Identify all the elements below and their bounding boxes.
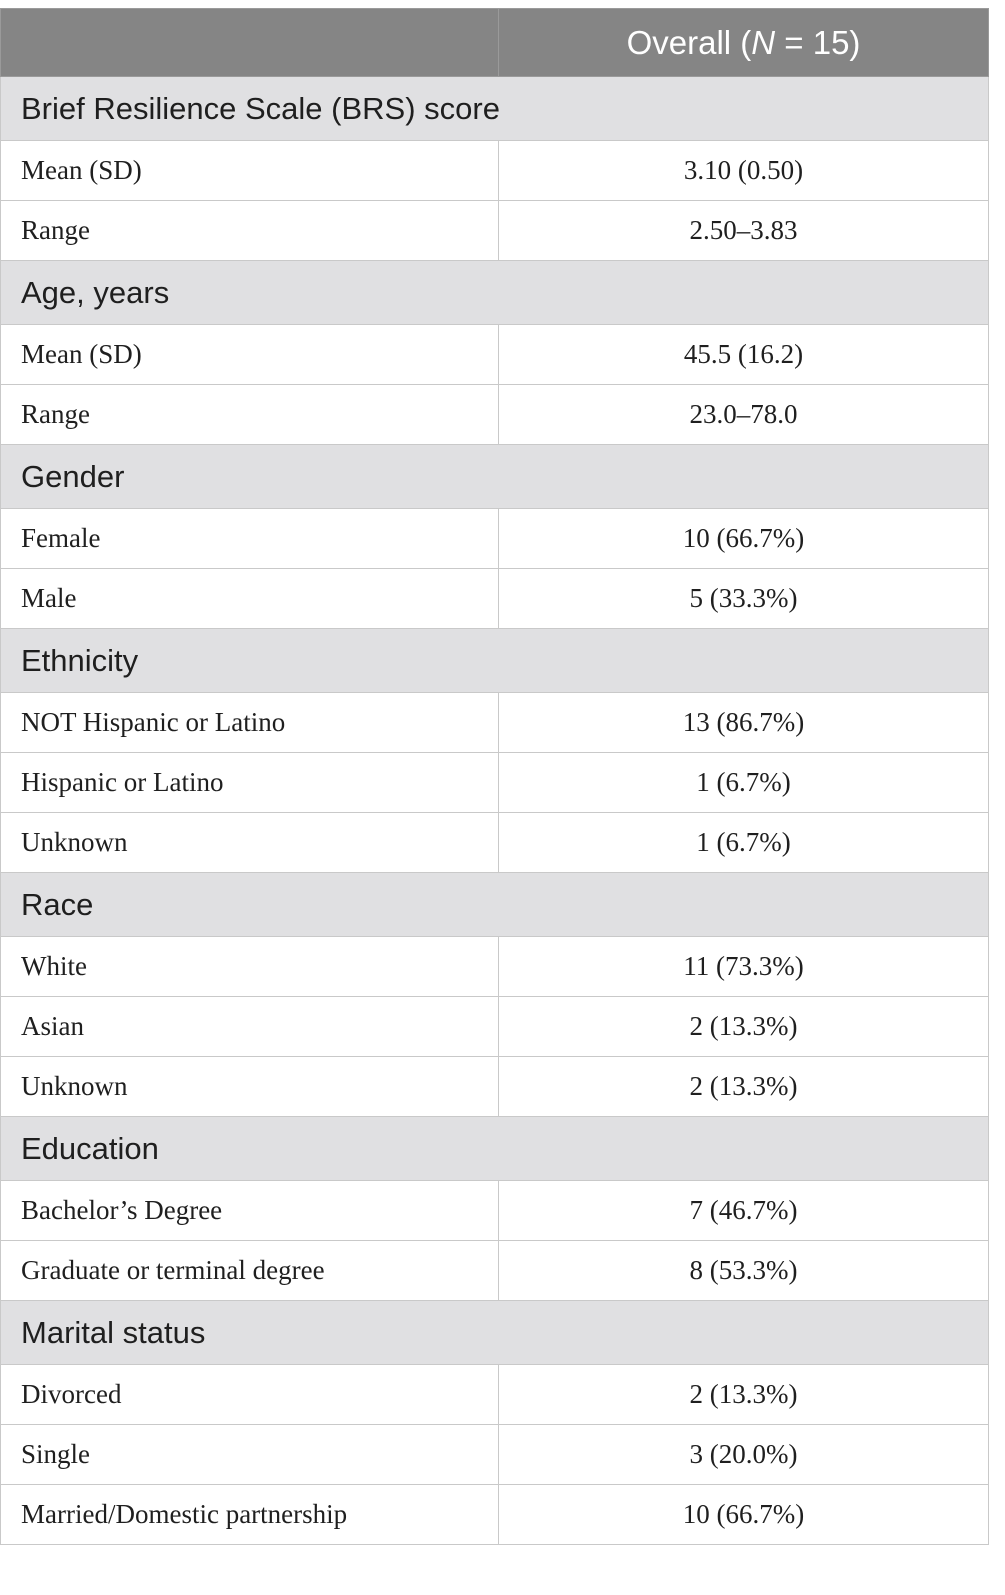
- row-label: Unknown: [1, 1057, 499, 1117]
- demographics-table-container: [0, 8, 988, 1545]
- row-value: 23.0–78.0: [499, 385, 989, 445]
- row-label: Unknown: [1, 813, 499, 873]
- row-value: 7 (46.7%): [499, 1181, 989, 1241]
- section-title: Gender: [1, 445, 989, 509]
- row-value: 5 (33.3%): [499, 569, 989, 629]
- section-title: Marital status: [1, 1301, 989, 1365]
- table-row: [1, 509, 989, 569]
- row-label: Range: [1, 385, 499, 445]
- row-value: 3.10 (0.50): [499, 141, 989, 201]
- table-row: [1, 141, 989, 201]
- row-label: Mean (SD): [1, 325, 499, 385]
- table-row: [1, 385, 989, 445]
- table-row: [1, 937, 989, 997]
- header-overall-n: N: [751, 23, 776, 61]
- table-row: [1, 753, 989, 813]
- row-label: White: [1, 937, 499, 997]
- row-value: 3 (20.0%): [499, 1425, 989, 1485]
- row-label: Single: [1, 1425, 499, 1485]
- row-label: Graduate or terminal degree: [1, 1241, 499, 1301]
- section-title: Race: [1, 873, 989, 937]
- table-row: [1, 1425, 989, 1485]
- row-label: Female: [1, 509, 499, 569]
- row-value: 1 (6.7%): [499, 813, 989, 873]
- header-overall-prefix: Overall (: [626, 23, 752, 61]
- row-label: Divorced: [1, 1365, 499, 1425]
- row-label: Male: [1, 569, 499, 629]
- row-label: Mean (SD): [1, 141, 499, 201]
- section-header-row: [1, 1117, 989, 1181]
- header-overall-suffix: = 15): [775, 23, 861, 61]
- row-value: 11 (73.3%): [499, 937, 989, 997]
- table-row: [1, 1057, 989, 1117]
- section-title: Brief Resilience Scale (BRS) score: [1, 77, 989, 141]
- row-value: 8 (53.3%): [499, 1241, 989, 1301]
- section-title: Education: [1, 1117, 989, 1181]
- table-row: [1, 1485, 989, 1545]
- row-label: NOT Hispanic or Latino: [1, 693, 499, 753]
- header-overall-cell: [499, 9, 989, 77]
- section-header-row: [1, 629, 989, 693]
- table-header-row: [1, 9, 989, 77]
- row-value: 13 (86.7%): [499, 693, 989, 753]
- row-label: Married/Domestic partnership: [1, 1485, 499, 1545]
- section-header-row: [1, 873, 989, 937]
- table-row: [1, 813, 989, 873]
- section-header-row: [1, 445, 989, 509]
- table-row: [1, 693, 989, 753]
- section-header-row: [1, 77, 989, 141]
- table-row: [1, 325, 989, 385]
- row-label: Bachelor’s Degree: [1, 1181, 499, 1241]
- row-value: 10 (66.7%): [499, 1485, 989, 1545]
- table-row: [1, 1365, 989, 1425]
- table-row: [1, 201, 989, 261]
- row-value: 2 (13.3%): [499, 997, 989, 1057]
- row-value: 2 (13.3%): [499, 1365, 989, 1425]
- row-value: 1 (6.7%): [499, 753, 989, 813]
- section-title: Ethnicity: [1, 629, 989, 693]
- table-row: [1, 1181, 989, 1241]
- table-row: [1, 997, 989, 1057]
- row-value: 2 (13.3%): [499, 1057, 989, 1117]
- row-label: Hispanic or Latino: [1, 753, 499, 813]
- row-value: 10 (66.7%): [499, 509, 989, 569]
- section-title: Age, years: [1, 261, 989, 325]
- demographics-table: [0, 8, 989, 1545]
- row-label: Asian: [1, 997, 499, 1057]
- table-body: [1, 77, 989, 1545]
- table-row: [1, 1241, 989, 1301]
- header-empty-cell: [1, 9, 499, 77]
- row-value: 2.50–3.83: [499, 201, 989, 261]
- section-header-row: [1, 261, 989, 325]
- row-value: 45.5 (16.2): [499, 325, 989, 385]
- table-row: [1, 569, 989, 629]
- section-header-row: [1, 1301, 989, 1365]
- row-label: Range: [1, 201, 499, 261]
